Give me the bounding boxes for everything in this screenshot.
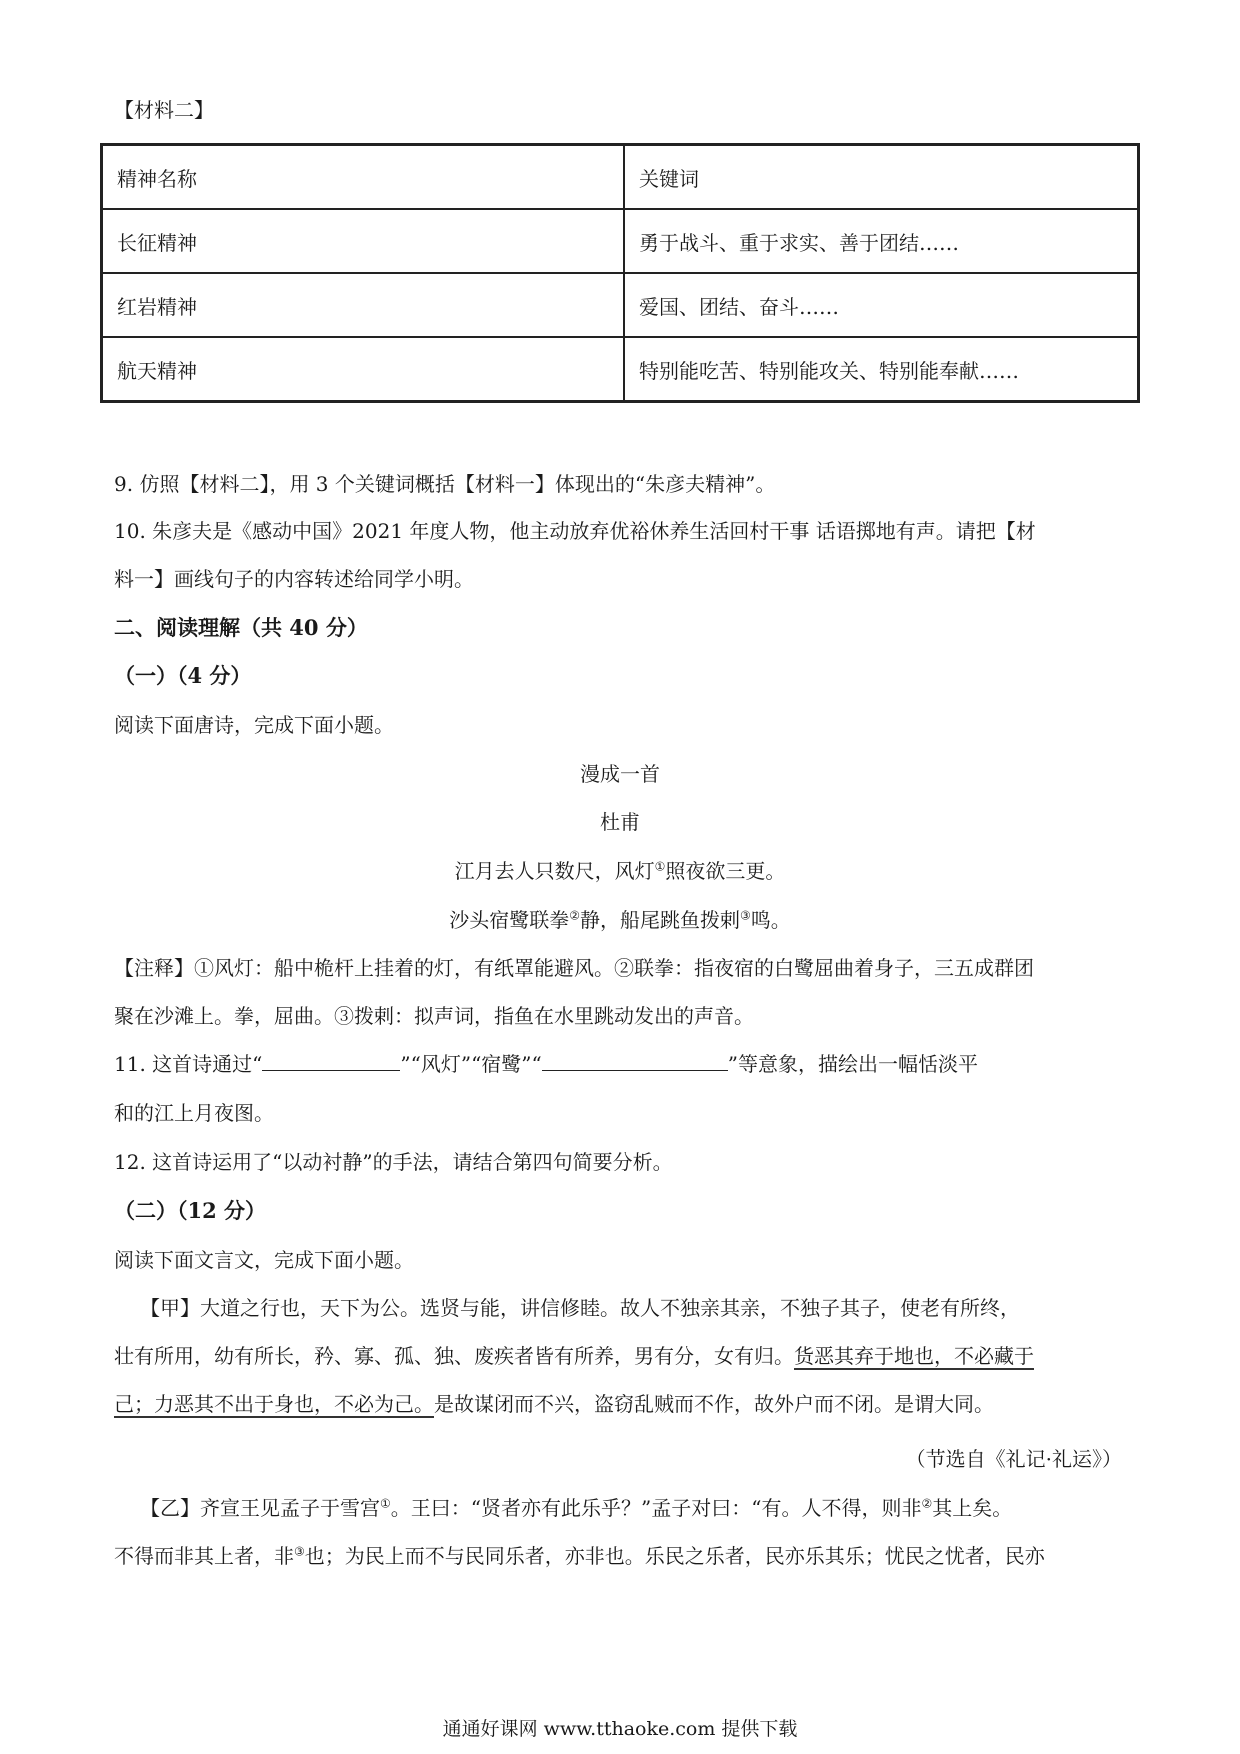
table-header-cell: 关键词	[624, 145, 1139, 210]
question-11-line2: 和的江上月夜图。	[114, 1101, 274, 1125]
part-1-instruction: 阅读下面唐诗，完成下面小题。	[114, 713, 394, 737]
question-9: 9. 仿照【材料二】，用 3 个关键词概括【材料一】体现出的“朱彦夫精神”。	[114, 472, 776, 496]
table-cell: 特别能吃苦、特别能攻关、特别能奉献……	[624, 337, 1139, 402]
question-10-line2: 料一】画线句子的内容转述给同学小明。	[114, 567, 474, 591]
passage-yi-line1	[140, 1494, 1012, 1522]
passage-text: 不得而非其上者，非	[114, 1544, 294, 1568]
table-cell: 爱国、团结、奋斗……	[624, 273, 1139, 337]
passage-text: 也；为民上而不与民同乐者，亦非也。乐民之乐者，民亦乐其乐；忧民之忧者，民亦	[304, 1544, 1045, 1568]
passage-jia-line2	[114, 1342, 1034, 1370]
poem-title: 漫成一首	[580, 762, 660, 786]
table-cell: 红岩精神	[102, 273, 625, 337]
question-text: 11. 这首诗通过“	[114, 1052, 263, 1076]
part-2-instruction: 阅读下面文言文，完成下面小题。	[114, 1248, 414, 1272]
question-text: ”“风灯”“宿鹭”“	[400, 1052, 542, 1076]
passage-yi-line2	[114, 1542, 1045, 1570]
poem-text: 鸣。	[750, 908, 791, 932]
footnote-marker: ②	[921, 1496, 933, 1511]
page-footer: 通通好课网 www.tthaoke.com 提供下载	[442, 1718, 798, 1740]
passage-text: 【乙】齐宣王见孟子于雪宫	[140, 1496, 380, 1520]
passage-text: 是故谋闭而不兴，盗窃乱贼而不作，故外户而不闭。是谓大同。	[434, 1392, 994, 1416]
underlined-sentence: 己；力恶其不出于身也，不必为己。	[114, 1392, 434, 1416]
poem-author: 杜甫	[600, 810, 640, 834]
poem-line-1	[0, 857, 1240, 885]
poem-text: 江月去人只数尺，风灯	[454, 859, 655, 883]
material2-heading: 【材料二】	[114, 98, 214, 122]
table-row	[102, 337, 1139, 402]
question-11-line1	[114, 1050, 978, 1078]
poem-text: 沙头宿鹭联拳	[449, 908, 570, 932]
question-text: ”等意象，描绘出一幅恬淡平	[727, 1052, 978, 1076]
passage-text: 其上矣。	[932, 1496, 1013, 1520]
passage-jia-source: （节选自《礼记·礼运》）	[905, 1447, 1122, 1471]
table-cell: 勇于战斗、重于求实、善于团结……	[624, 209, 1139, 273]
section-2-title: 二、阅读理解（共 40 分）	[114, 615, 368, 640]
footnote-marker: ③	[294, 1544, 305, 1559]
table-row	[102, 209, 1139, 273]
passage-text: 。王曰：“贤者亦有此乐乎？”孟子对曰：“有。人不得，则非	[390, 1496, 922, 1520]
poem-notes-line2: 聚在沙滩上。拳，屈曲。③拨剌：拟声词，指鱼在水里跳动发出的声音。	[114, 1004, 754, 1028]
passage-text: 壮有所用，幼有所长，矜、寡、孤、独、废疾者皆有所养，男有分，女有归。	[114, 1344, 794, 1368]
table-header-row	[102, 145, 1139, 210]
answer-blank[interactable]	[542, 1050, 728, 1071]
passage-jia-line1: 【甲】大道之行也，天下为公。选贤与能，讲信修睦。故人不独亲其亲，不独子其子，使老有所终，	[140, 1296, 1020, 1320]
poem-line-2	[0, 906, 1240, 934]
footnote-marker: ①	[380, 1496, 391, 1511]
answer-blank[interactable]	[262, 1050, 400, 1071]
underlined-sentence: 货恶其弃于地也，不必藏于	[794, 1344, 1034, 1368]
spirit-keywords-table	[100, 143, 1140, 403]
table-row	[102, 273, 1139, 337]
table-header-cell: 精神名称	[102, 145, 625, 210]
poem-text: 静，船尾跳鱼拨剌	[580, 908, 740, 932]
poem-notes-line1: 【注释】①风灯：船中桅杆上挂着的灯，有纸罩能避风。②联拳：指夜宿的白鹭屈曲着身子，三五成群团	[114, 956, 1034, 980]
question-12: 12. 这首诗运用了“以动衬静”的手法，请结合第四句简要分析。	[114, 1150, 673, 1174]
table-cell: 长征精神	[102, 209, 625, 273]
table-cell: 航天精神	[102, 337, 625, 402]
question-10-line1: 10. 朱彦夫是《感动中国》2021 年度人物，他主动放弃优裕休养生活回村干事 话语掷地有声。请把【材	[114, 519, 1036, 543]
footnote-marker: ②	[569, 908, 580, 923]
part-1-title: （一）（4 分）	[114, 663, 252, 688]
footnote-marker: ③	[740, 908, 751, 923]
part-2-title: （二）（12 分）	[114, 1198, 267, 1223]
passage-jia-line3	[114, 1390, 994, 1418]
footnote-marker: ①	[654, 859, 666, 874]
poem-text: 照夜欲三更。	[665, 859, 786, 883]
